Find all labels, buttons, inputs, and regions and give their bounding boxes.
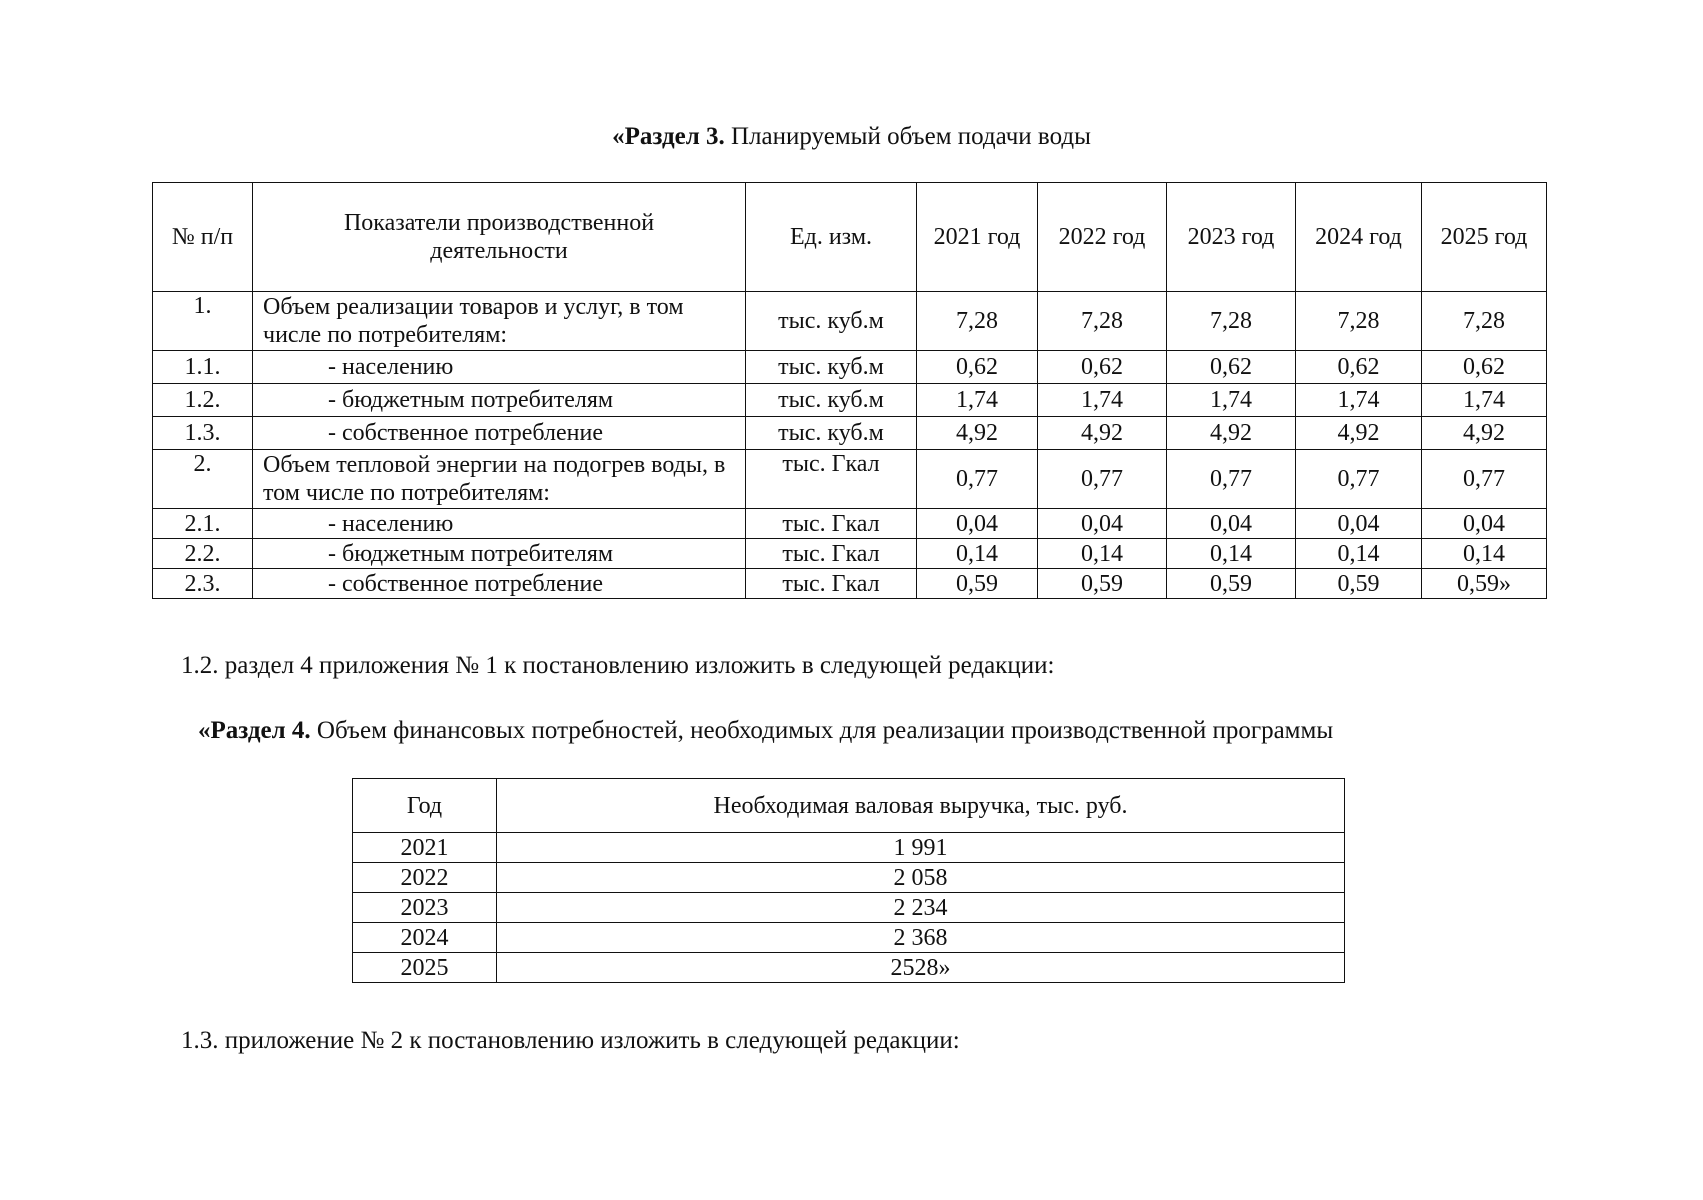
row-unit: тыс. Гкал xyxy=(746,450,917,509)
row-unit: тыс. куб.м xyxy=(746,417,917,450)
table-row xyxy=(153,384,1547,417)
header-revenue: Необходимая валовая выручка, тыс. руб. xyxy=(497,779,1345,833)
table-row xyxy=(153,539,1547,569)
section-4-heading-text: Объем финансовых потребностей, необходимых для реализации производственной программы xyxy=(310,717,1334,744)
section-3-heading xyxy=(0,122,1703,152)
section-3-heading-bold: «Раздел 3. xyxy=(612,123,725,150)
row-value: 1,74 xyxy=(917,384,1038,417)
row-revenue: 1 991 xyxy=(497,833,1345,863)
table-row xyxy=(353,893,1345,923)
table-row xyxy=(153,292,1547,351)
row-value: 0,04 xyxy=(917,509,1038,539)
row-indicator: - населению xyxy=(253,351,746,384)
row-value: 0,04 xyxy=(1038,509,1167,539)
row-num: 1.1. xyxy=(153,351,253,384)
row-value: 7,28 xyxy=(1296,292,1422,351)
row-value: 0,77 xyxy=(1167,450,1296,509)
revenue-table xyxy=(352,778,1345,983)
row-indicator: Объем тепловой энергии на подогрев воды, в том числе по потребителям: xyxy=(253,450,746,509)
row-unit: тыс. Гкал xyxy=(746,569,917,599)
row-value: 0,14 xyxy=(1167,539,1296,569)
table-row xyxy=(153,509,1547,539)
row-unit: тыс. куб.м xyxy=(746,384,917,417)
row-value: 0,77 xyxy=(1038,450,1167,509)
row-value: 0,14 xyxy=(1296,539,1422,569)
water-supply-table xyxy=(152,182,1547,599)
row-year: 2022 xyxy=(353,863,497,893)
row-value: 0,77 xyxy=(1422,450,1547,509)
row-value: 0,62 xyxy=(1038,351,1167,384)
row-value: 7,28 xyxy=(1422,292,1547,351)
row-num: 1.2. xyxy=(153,384,253,417)
row-value: 7,28 xyxy=(917,292,1038,351)
section-4-heading xyxy=(198,716,1333,746)
row-value: 0,59» xyxy=(1422,569,1547,599)
row-value: 7,28 xyxy=(1038,292,1167,351)
row-year: 2023 xyxy=(353,893,497,923)
table-header-row xyxy=(153,183,1547,292)
table-row xyxy=(153,569,1547,599)
header-num: № п/п xyxy=(153,183,253,292)
row-value: 0,62 xyxy=(1167,351,1296,384)
row-year: 2025 xyxy=(353,953,497,983)
table-row xyxy=(353,923,1345,953)
row-indicator: - населению xyxy=(253,509,746,539)
row-revenue: 2 234 xyxy=(497,893,1345,923)
table-row xyxy=(353,833,1345,863)
row-value: 0,59 xyxy=(1167,569,1296,599)
row-value: 4,92 xyxy=(917,417,1038,450)
row-indicator: - бюджетным потребителям xyxy=(253,539,746,569)
row-value: 0,14 xyxy=(917,539,1038,569)
row-indicator: - собственное потребление xyxy=(253,569,746,599)
header-year-2022: 2022 год xyxy=(1038,183,1167,292)
row-value: 0,04 xyxy=(1167,509,1296,539)
row-year: 2024 xyxy=(353,923,497,953)
row-value: 1,74 xyxy=(1422,384,1547,417)
row-value: 4,92 xyxy=(1422,417,1547,450)
row-num: 2.2. xyxy=(153,539,253,569)
row-value: 0,62 xyxy=(1422,351,1547,384)
row-year: 2021 xyxy=(353,833,497,863)
row-value: 0,77 xyxy=(917,450,1038,509)
row-indicator: - бюджетным потребителям xyxy=(253,384,746,417)
row-value: 0,62 xyxy=(917,351,1038,384)
row-value: 0,14 xyxy=(1422,539,1547,569)
row-unit: тыс. куб.м xyxy=(746,292,917,351)
row-num: 1. xyxy=(153,292,253,351)
row-num: 1.3. xyxy=(153,417,253,450)
row-value: 4,92 xyxy=(1038,417,1167,450)
row-indicator: Объем реализации товаров и услуг, в том числе по потребителям: xyxy=(253,292,746,351)
section-4-heading-bold: «Раздел 4. xyxy=(198,717,311,744)
row-value: 7,28 xyxy=(1167,292,1296,351)
row-value: 0,62 xyxy=(1296,351,1422,384)
header-year-2021: 2021 год xyxy=(917,183,1038,292)
header-year: Год xyxy=(353,779,497,833)
row-value: 0,77 xyxy=(1296,450,1422,509)
row-unit: тыс. Гкал xyxy=(746,539,917,569)
row-revenue: 2 058 xyxy=(497,863,1345,893)
paragraph-1-2: 1.2. раздел 4 приложения № 1 к постановлению изложить в следующей редакции: xyxy=(181,652,1055,679)
row-value: 0,59 xyxy=(1038,569,1167,599)
row-value: 0,59 xyxy=(917,569,1038,599)
header-year-2023: 2023 год xyxy=(1167,183,1296,292)
row-num: 2. xyxy=(153,450,253,509)
row-unit: тыс. куб.м xyxy=(746,351,917,384)
table-row xyxy=(353,953,1345,983)
header-indicator: Показатели производственной деятельности xyxy=(253,183,746,292)
row-value: 1,74 xyxy=(1038,384,1167,417)
header-unit: Ед. изм. xyxy=(746,183,917,292)
row-indicator: - собственное потребление xyxy=(253,417,746,450)
section-3-heading-text: Планируемый объем подачи воды xyxy=(724,123,1091,150)
row-revenue: 2528» xyxy=(497,953,1345,983)
row-value: 0,04 xyxy=(1422,509,1547,539)
row-value: 1,74 xyxy=(1167,384,1296,417)
table-row xyxy=(353,863,1345,893)
row-value: 0,04 xyxy=(1296,509,1422,539)
row-value: 4,92 xyxy=(1167,417,1296,450)
table-row xyxy=(153,450,1547,509)
header-year-2025: 2025 год xyxy=(1422,183,1547,292)
header-year-2024: 2024 год xyxy=(1296,183,1422,292)
table-row xyxy=(153,417,1547,450)
row-value: 1,74 xyxy=(1296,384,1422,417)
row-unit: тыс. Гкал xyxy=(746,509,917,539)
row-num: 2.3. xyxy=(153,569,253,599)
table-header-row xyxy=(353,779,1345,833)
row-value: 4,92 xyxy=(1296,417,1422,450)
row-revenue: 2 368 xyxy=(497,923,1345,953)
row-num: 2.1. xyxy=(153,509,253,539)
table-row xyxy=(153,351,1547,384)
paragraph-1-3: 1.3. приложение № 2 к постановлению изложить в следующей редакции: xyxy=(181,1027,960,1054)
row-value: 0,14 xyxy=(1038,539,1167,569)
row-value: 0,59 xyxy=(1296,569,1422,599)
